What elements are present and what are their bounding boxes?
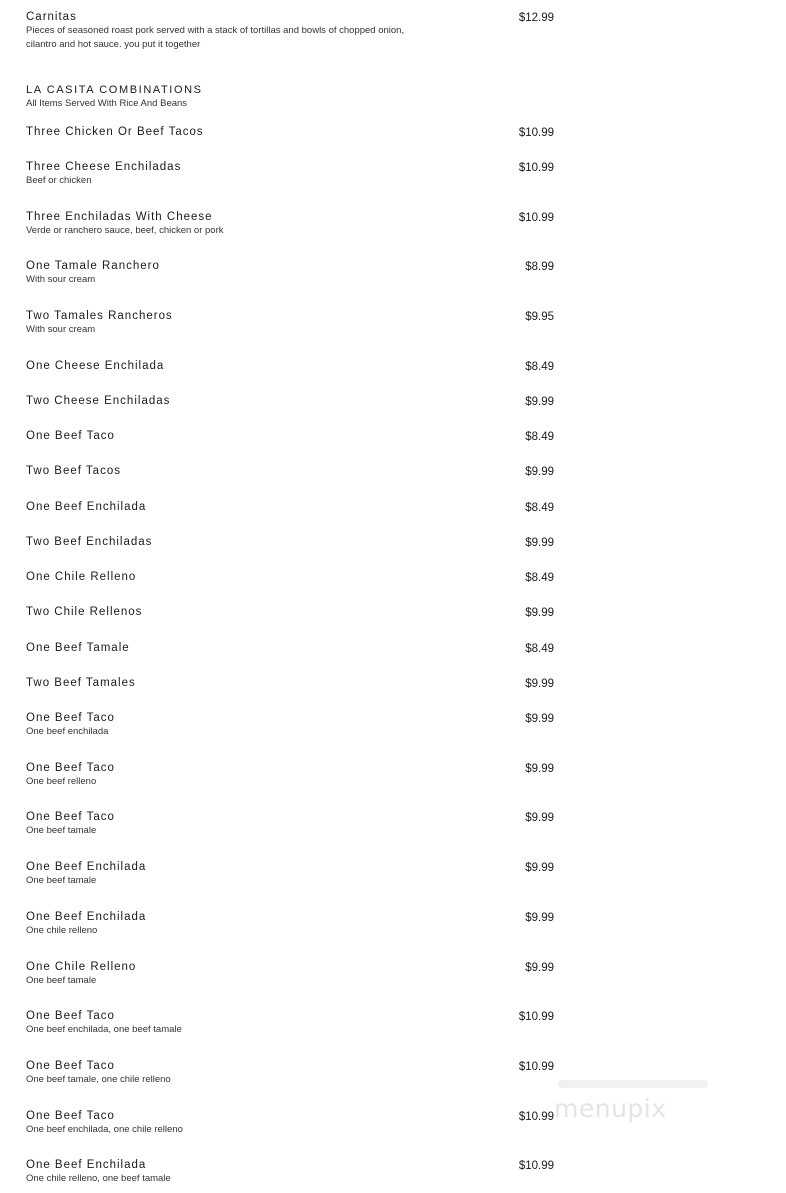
- menu-item: [26, 810, 566, 838]
- watermark-text: menupix: [554, 1094, 667, 1123]
- item-name: One Beef Taco: [26, 762, 115, 774]
- item-price: $8.49: [525, 361, 554, 373]
- item-name: One Beef Enchilada: [26, 1159, 147, 1171]
- item-price: $9.99: [525, 396, 554, 408]
- item-price: $10.99: [518, 212, 554, 224]
- menu-item: [26, 860, 566, 888]
- item-price: $9.99: [525, 713, 554, 725]
- menu-item: [26, 711, 566, 739]
- watermark: [554, 1076, 714, 1136]
- item-price: $9.99: [525, 912, 554, 924]
- menu-item: [26, 910, 566, 938]
- menu-item: [26, 960, 566, 988]
- item-name: One Beef Taco: [26, 811, 115, 823]
- section-note: All Items Served With Rice And Beans: [26, 98, 188, 109]
- item-price: $9.99: [525, 962, 554, 974]
- item-description: One beef enchilada, one beef tamale: [26, 1024, 182, 1035]
- menu-item: [26, 394, 566, 408]
- watermark-line: [558, 1080, 708, 1088]
- item-name: One Chile Relleno: [26, 961, 137, 973]
- menu-item: [26, 429, 566, 443]
- item-name: One Beef Taco: [26, 430, 115, 442]
- item-name: One Chile Relleno: [26, 571, 137, 583]
- item-name: Two Tamales Rancheros: [26, 310, 173, 322]
- item-name: Two Beef Enchiladas: [26, 536, 153, 548]
- item-name: Two Beef Tamales: [26, 677, 136, 689]
- item-name: Three Cheese Enchiladas: [26, 161, 182, 173]
- item-price: $9.99: [525, 607, 554, 619]
- item-description: One beef enchilada, one chile relleno: [26, 1124, 183, 1135]
- menu-item: [26, 1059, 566, 1087]
- item-name: One Beef Taco: [26, 712, 115, 724]
- menu-item: [26, 676, 566, 690]
- menu-item: [26, 210, 566, 238]
- item-description: One chile relleno: [26, 925, 98, 936]
- menu-item: [26, 1109, 566, 1137]
- item-price: $9.99: [525, 466, 554, 478]
- item-name: One Beef Enchilada: [26, 911, 147, 923]
- item-description: Pieces of seasoned roast pork served with a stack of tortillas and bowls of chopped onion, cilantro and hot sauce. you put it together: [26, 25, 405, 50]
- item-name: One Beef Taco: [26, 1110, 115, 1122]
- item-name: Two Beef Tacos: [26, 465, 121, 477]
- menu-item: [26, 160, 566, 188]
- item-description: One beef tamale, one chile relleno: [26, 1074, 171, 1085]
- item-price: $8.49: [525, 572, 554, 584]
- item-price: $9.95: [525, 311, 554, 323]
- item-price: $10.99: [518, 162, 554, 174]
- menu-item: [26, 1009, 566, 1037]
- menu-item: [26, 761, 566, 789]
- menu-item: [26, 535, 566, 549]
- item-description: One beef tamale: [26, 825, 97, 836]
- item-name: Three Enchiladas With Cheese: [26, 211, 213, 223]
- item-price: $9.99: [525, 862, 554, 874]
- item-price: $9.99: [525, 763, 554, 775]
- item-price: $8.49: [525, 431, 554, 443]
- menu-item: [26, 464, 566, 478]
- menu-item: [26, 259, 566, 287]
- menu-item: [26, 1158, 566, 1186]
- section-header: [26, 83, 203, 110]
- section-title: LA CASITA COMBINATIONS: [26, 84, 203, 96]
- item-price: $10.99: [518, 1011, 554, 1023]
- menu-item: [26, 500, 566, 514]
- item-description: With sour cream: [26, 274, 96, 285]
- item-price: $8.99: [525, 261, 554, 273]
- item-price: $8.49: [525, 502, 554, 514]
- item-name: Two Cheese Enchiladas: [26, 395, 171, 407]
- item-description: With sour cream: [26, 324, 96, 335]
- item-name: One Beef Enchilada: [26, 501, 147, 513]
- item-price: $9.99: [525, 537, 554, 549]
- item-price: $9.99: [525, 678, 554, 690]
- menu-item: [26, 359, 566, 373]
- menu-item-carnitas: [26, 10, 566, 52]
- menu-item: [26, 309, 566, 337]
- menu-item: [26, 570, 566, 584]
- item-price: $10.99: [518, 127, 554, 139]
- item-name: One Beef Tamale: [26, 642, 130, 654]
- item-price: $9.99: [525, 812, 554, 824]
- item-description: One chile relleno, one beef tamale: [26, 1173, 171, 1184]
- item-name: One Beef Enchilada: [26, 861, 147, 873]
- item-price: $10.99: [518, 1111, 554, 1123]
- item-description: Verde or ranchero sauce, beef, chicken or pork: [26, 225, 224, 236]
- item-description: Beef or chicken: [26, 175, 92, 186]
- item-name: One Beef Taco: [26, 1010, 115, 1022]
- item-description: One beef relleno: [26, 776, 97, 787]
- menu-item: [26, 125, 566, 139]
- item-price: $10.99: [518, 1061, 554, 1073]
- item-name: One Beef Taco: [26, 1060, 115, 1072]
- item-price: $10.99: [518, 1160, 554, 1172]
- item-description: One beef tamale: [26, 875, 97, 886]
- item-name: One Tamale Ranchero: [26, 260, 160, 272]
- item-name: Three Chicken Or Beef Tacos: [26, 126, 204, 138]
- item-description: One beef enchilada: [26, 726, 109, 737]
- menu-item: [26, 605, 566, 619]
- item-name: One Cheese Enchilada: [26, 360, 165, 372]
- item-name: Carnitas: [26, 11, 77, 23]
- item-price: $8.49: [525, 643, 554, 655]
- item-description: One beef tamale: [26, 975, 97, 986]
- menu-item: [26, 641, 566, 655]
- item-name: Two Chile Rellenos: [26, 606, 143, 618]
- item-price: $12.99: [518, 12, 554, 24]
